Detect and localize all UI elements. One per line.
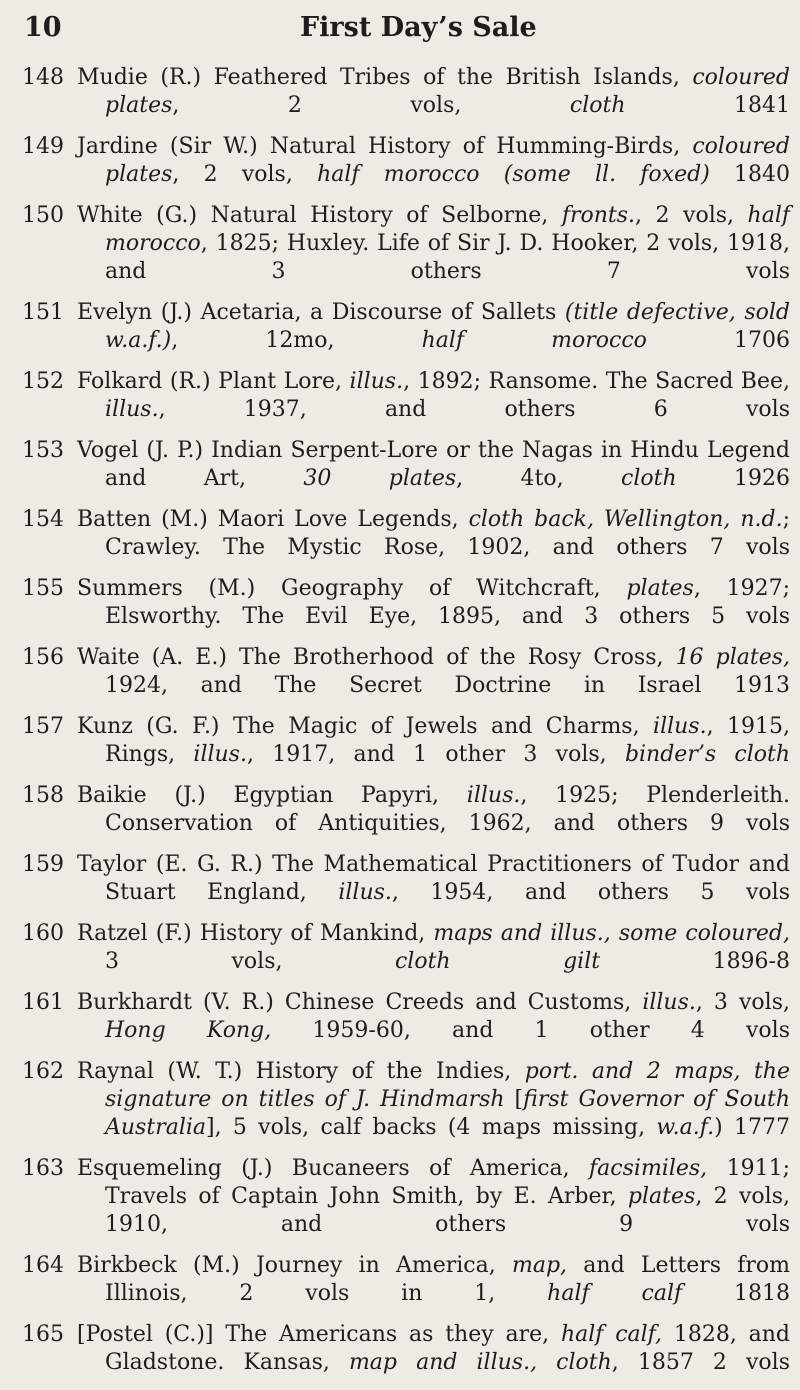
- lot-entry: [0, 575, 800, 631]
- lot-description: Evelyn (J.) Acetaria, a Discourse of Sallets (title defective, sold w.a.f.), 12mo, half morocco 1706: [77, 300, 791, 353]
- lot-description: Batten (M.) Maori Love Legends, cloth back, Wellington, n.d.; Crawley. The Mystic Rose, 1902, and others 7 vols: [77, 507, 790, 560]
- lot-entry: [0, 506, 800, 562]
- lot-description: Taylor (E. G. R.) The Mathematical Practitioners of Tudor and Stuart England, illus., 1954, and others 5 vols: [77, 852, 791, 905]
- lot-description: Raynal (W. T.) History of the Indies, port. and 2 maps, the signature on titles of J. Hindmarsh [first Governor of South Australia], 5 vols, calf backs (4 maps missing, w.a.f.) 1777: [77, 1059, 791, 1140]
- lot-description: Burkhardt (V. R.) Chinese Creeds and Customs, illus., 3 vols, Hong Kong, 1959-60, and 1 other 4 vols: [77, 990, 790, 1043]
- lot-number: 152: [22, 369, 64, 394]
- lot-description: Esquemeling (J.) Bucaneers of America, facsimiles, 1911; Travels of Captain John Smith, by E. Arber, plates, 2 vols, 1910, and others 9 vols: [77, 1156, 790, 1237]
- lot-description: Jardine (Sir W.) Natural History of Humming-Birds, coloured plates, 2 vols, half morocco (some ll. foxed) 1840: [77, 134, 791, 187]
- lot-number: 165: [22, 1322, 64, 1347]
- lot-description: Waite (A. E.) The Brotherhood of the Rosy Cross, 16 plates, 1924, and The Secret Doctrine in Israel 1913: [77, 645, 790, 698]
- running-title: First Day’s Sale: [300, 12, 537, 43]
- lot-number: 154: [22, 507, 64, 532]
- lot-entry: [0, 64, 800, 120]
- lot-entry: [0, 644, 800, 700]
- lot-number: 163: [22, 1156, 64, 1181]
- lot-number: 150: [22, 203, 64, 228]
- lot-number: 149: [22, 134, 64, 159]
- lot-number: 155: [22, 576, 64, 601]
- page-header: [0, 12, 800, 52]
- lot-entry: [0, 1321, 800, 1377]
- lot-description: Folkard (R.) Plant Lore, illus., 1892; Ransome. The Sacred Bee, illus., 1937, and others 6 vols: [77, 369, 791, 422]
- lot-entry: [0, 437, 800, 493]
- lot-entry: [0, 1058, 800, 1142]
- lot-number: 161: [22, 990, 64, 1015]
- lot-number: 156: [22, 645, 64, 670]
- lot-description: Kunz (G. F.) The Magic of Jewels and Charms, illus., 1915, Rings, illus., 1917, and 1 other 3 vols, binder’s cloth: [77, 714, 791, 767]
- lot-entry: [0, 1155, 800, 1239]
- lot-entry: [0, 368, 800, 424]
- lot-description: Vogel (J. P.) Indian Serpent-Lore or the Nagas in Hindu Legend and Art, 30 plates, 4to, cloth 1926: [77, 438, 791, 491]
- lot-description: Mudie (R.) Feathered Tribes of the British Islands, coloured plates, 2 vols, cloth 1841: [77, 65, 791, 118]
- lot-number: 158: [22, 783, 64, 808]
- lot-description: Baikie (J.) Egyptian Papyri, illus., 1925; Plenderleith. Conservation of Antiquities, 1962, and others 9 vols: [77, 783, 790, 836]
- lot-number: 162: [22, 1059, 64, 1084]
- lot-number: 148: [22, 65, 64, 90]
- lot-number: 159: [22, 852, 64, 877]
- lot-description: Birkbeck (M.) Journey in America, map, and Letters from Illinois, 2 vols in 1, half calf 1818: [77, 1253, 791, 1306]
- lot-description: Ratzel (F.) History of Mankind, maps and illus., some coloured, 3 vols, cloth gilt 1896-8: [77, 921, 790, 974]
- lot-number: 153: [22, 438, 64, 463]
- lot-description: Summers (M.) Geography of Witchcraft, plates, 1927; Elsworthy. The Evil Eye, 1895, and 3 others 5 vols: [77, 576, 791, 629]
- lot-entry: [0, 920, 800, 976]
- page-number: 10: [24, 12, 62, 43]
- lot-entry: [0, 782, 800, 838]
- lot-description: [Postel (C.)] The Americans as they are, half calf, 1828, and Gladstone. Kansas, map and illus., cloth, 1857 2 vols: [77, 1322, 790, 1375]
- lot-entry: [0, 1252, 800, 1308]
- lot-entry: [0, 989, 800, 1045]
- lot-number: 160: [22, 921, 64, 946]
- lot-entry: [0, 133, 800, 189]
- lot-entry: [0, 851, 800, 907]
- lot-list: [0, 64, 800, 1390]
- lot-number: 157: [22, 714, 64, 739]
- lot-description: White (G.) Natural History of Selborne, fronts., 2 vols, half morocco, 1825; Huxley. Life of Sir J. D. Hooker, 2 vols, 1918, and 3 others 7 vols: [77, 203, 790, 284]
- lot-number: 151: [22, 300, 64, 325]
- lot-entry: [0, 713, 800, 769]
- lot-number: 164: [22, 1253, 64, 1278]
- lot-entry: [0, 202, 800, 286]
- lot-entry: [0, 299, 800, 355]
